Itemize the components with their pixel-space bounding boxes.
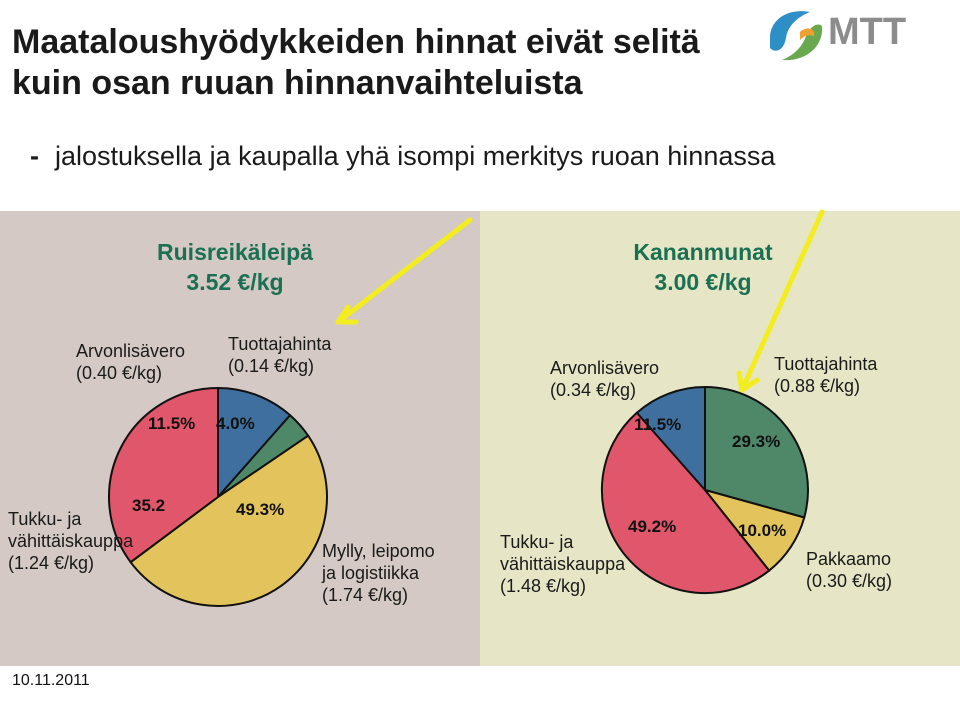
chart2-label-vat: Arvonlisävero (0.34 €/kg) (550, 358, 660, 400)
chart2-pie (602, 387, 808, 593)
slide-title: Maataloushyödykkeiden hinnat eivät selitä kuin osan ruuan hinnanvaihteluista (12, 23, 700, 102)
chart2-label-producer: Tuottajahinta (0.88 €/kg) (774, 354, 878, 396)
chart2-pct-retail: 49.2% (628, 517, 677, 536)
chart1-pct-mill: 49.3% (236, 500, 285, 519)
chart1-pct-vat: 11.5% (148, 414, 196, 433)
chart1-pct-retail: 35.2 (132, 496, 166, 515)
chart2-label-retail: Tukku- ja vähittäiskauppa (1.48 €/kg) (500, 532, 626, 596)
arrow1-shaft (338, 220, 470, 322)
chart1-label-retail: Tukku- ja vähittäiskauppa (1.24 €/kg) (8, 509, 134, 573)
subtitle-dash: - (30, 141, 39, 171)
chart2-title: Kananmunat (633, 239, 773, 265)
chart1-pct-producer: 4.0% (216, 414, 255, 433)
subtitle-text: jalostuksella ja kaupalla yhä isompi merkitys ruoan hinnassa (55, 141, 776, 171)
chart2-subtitle: 3.00 €/kg (654, 269, 752, 295)
chart1-label-mill: Mylly, leipomo ja logistiikka (1.74 €/kg) (322, 541, 435, 605)
chart1-title: Ruisreikäleipä (157, 239, 313, 265)
chart1-label-vat: Arvonlisävero (0.40 €/kg) (76, 341, 186, 383)
chart2-pct-vat: 11.5% (634, 415, 682, 434)
chart2-label-packing: Pakkaamo (0.30 €/kg) (806, 549, 893, 591)
logo-text: MTT (828, 11, 907, 53)
chart1-subtitle: 3.52 €/kg (186, 269, 284, 295)
chart2-pct-producer: 29.3% (732, 432, 781, 451)
chart1-label-producer: Tuottajahinta (0.14 €/kg) (228, 334, 332, 376)
footer-date: 10.11.2011 (12, 672, 90, 689)
chart2-pct-packing: 10.0% (738, 521, 787, 540)
